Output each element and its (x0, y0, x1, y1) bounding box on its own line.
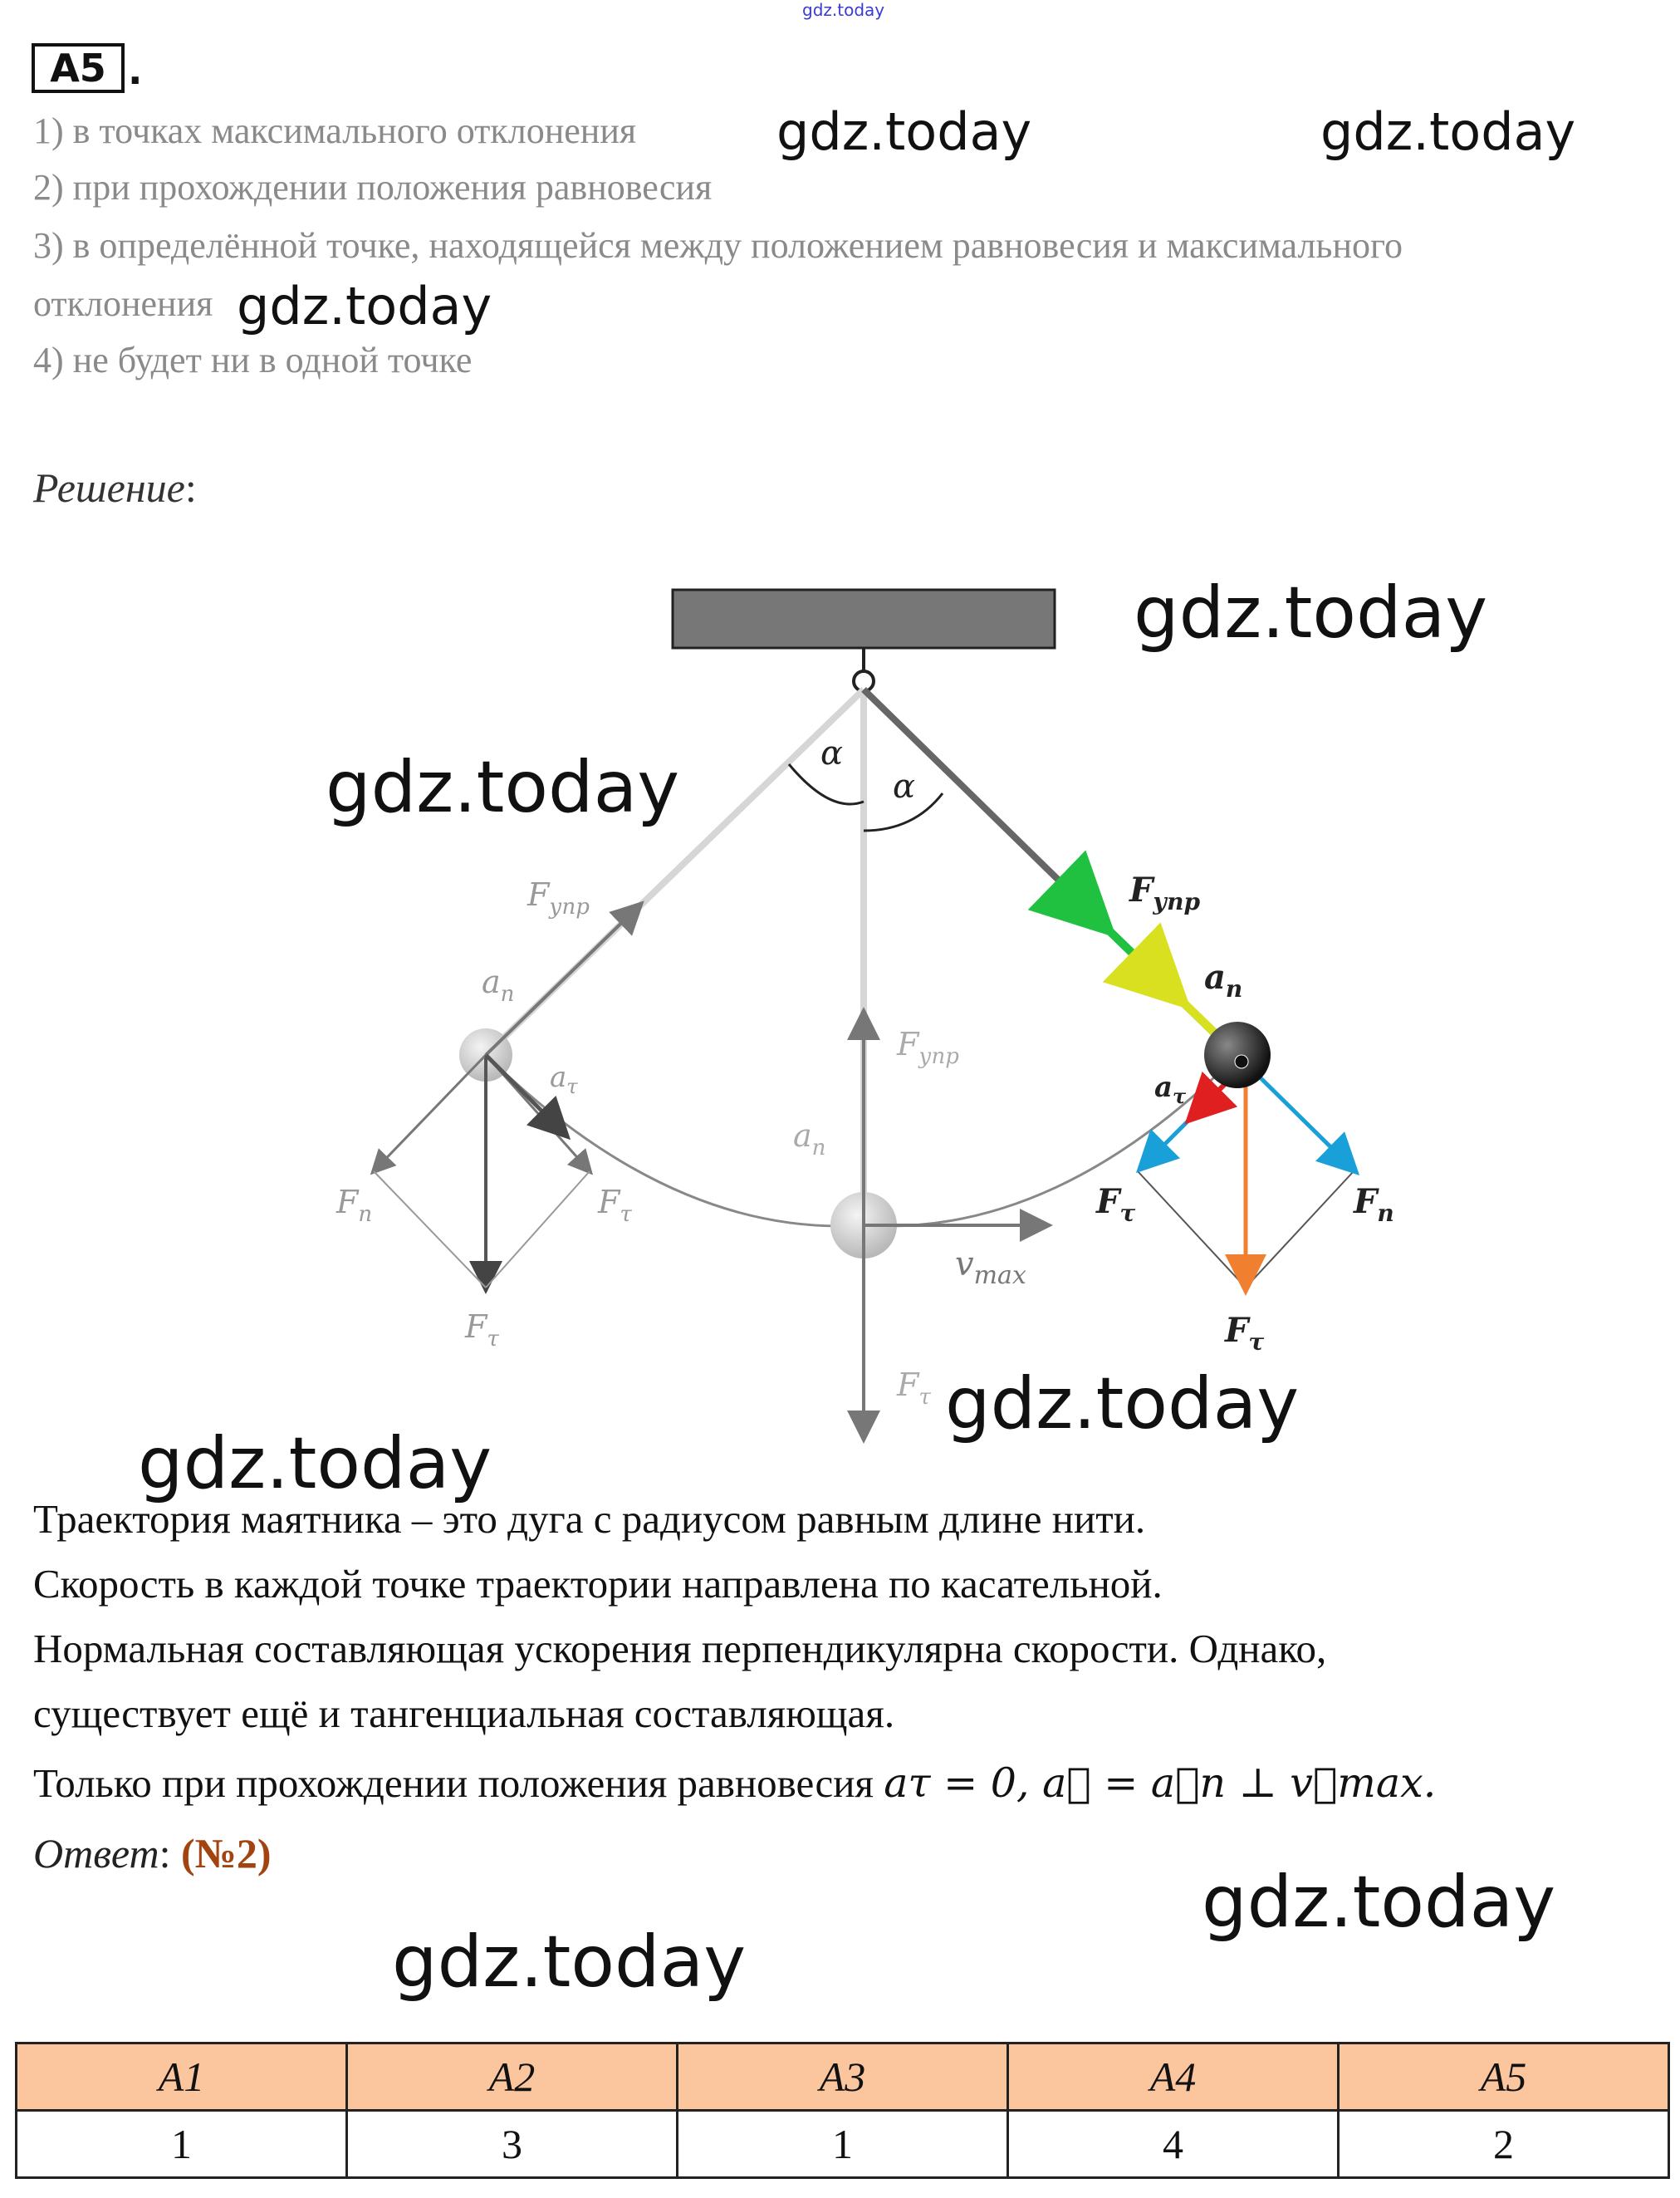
watermark: gdz.today (1320, 101, 1576, 162)
solution-heading: Решение: (33, 464, 197, 511)
watermark: gdz.today (138, 1422, 492, 1505)
watermark: gdz.today (945, 1362, 1300, 1445)
label-a-n-left: $a_n$ (482, 964, 515, 1007)
site-mark: gdz.today (802, 0, 885, 20)
table-row (17, 2111, 1669, 2178)
table-header-cell: A3 (678, 2043, 1008, 2111)
table-header-cell: A4 (1008, 2043, 1339, 2111)
option-3: 3) в определённой точке, находящейся между положением равновесия и максимального (33, 225, 1403, 266)
table-cell: 3 (347, 2111, 678, 2178)
table-header-cell: A2 (347, 2043, 678, 2111)
answers-table (15, 2042, 1670, 2179)
pendulum-diagram (324, 573, 1420, 1454)
pivot (854, 671, 874, 691)
table-header-row (17, 2043, 1669, 2111)
option-1: 1) в точках максимального отклонения (33, 110, 637, 151)
option-3-cont: отклонения (33, 283, 213, 324)
paragraph-1: Траектория маятника – это дуга с радиусом равным длине нити. (33, 1496, 1146, 1542)
label-f-upr-left: $F_{упр}$ (527, 876, 590, 920)
watermark: gdz.today (237, 276, 492, 336)
label-a-n-center: $a_n$ (793, 1117, 826, 1160)
ceiling-bar (673, 590, 1055, 648)
watermark: gdz.today (776, 101, 1032, 162)
label-f-n-left: $F_n$ (336, 1184, 373, 1227)
table-cell: 4 (1008, 2111, 1339, 2178)
table-header-cell: A5 (1339, 2043, 1669, 2111)
ball-right (1204, 1022, 1271, 1088)
alpha-label-left: α (820, 734, 844, 773)
label-f-tau-left: $F_\tau$ (598, 1184, 632, 1227)
paragraph-5: Только при прохождении положения равновесия aτ = 0, a⃗ = a⃗n ⊥ v⃗max. (33, 1759, 1437, 1807)
paragraph-4: существует ещё и тангенциальная составляющая. (33, 1690, 895, 1736)
option-4: 4) не будет ни в одной точке (33, 340, 473, 380)
label-a-n-right: $a_n$ (1204, 958, 1243, 1003)
table-cell: 1 (678, 2111, 1008, 2178)
label-a-tau-left: $a_\tau$ (550, 1061, 578, 1098)
watermark: gdz.today (1202, 1861, 1556, 1944)
watermark: gdz.today (392, 1921, 747, 2004)
watermark: gdz.today (1134, 572, 1488, 655)
label-f-tau-center: $F_\tau$ (897, 1366, 931, 1410)
table-header-cell: A1 (17, 2043, 347, 2111)
table-cell: 1 (17, 2111, 347, 2178)
label-f-tau-left-bottom: $F_\tau$ (465, 1308, 499, 1352)
table-cell: 2 (1339, 2111, 1669, 2178)
paragraph-3: Нормальная составляющая ускорения перпендикулярна скорости. Однако, (33, 1626, 1327, 1671)
label-f-upr-right: $F_{упр}$ (1129, 871, 1201, 915)
paragraph-2: Скорость в каждой точке траектории направлена по касательной. (33, 1561, 1163, 1607)
alpha-label-right: α (893, 768, 916, 806)
label-f-upr-center: $F_{упр}$ (897, 1026, 959, 1069)
answer-value: (№2) (180, 1830, 272, 1877)
task-label: A5 (32, 43, 125, 93)
option-2: 2) при прохождении положения равновесия (33, 167, 713, 208)
task-label-dot: . (128, 48, 143, 93)
label-a-tau-right: $a_\tau$ (1154, 1071, 1187, 1108)
answer: Ответ: (№2) (33, 1830, 272, 1877)
formula: aτ = 0, a⃗ = a⃗n ⊥ v⃗max. (884, 1759, 1437, 1807)
label-f-tau-right: $F_\tau$ (1096, 1182, 1136, 1227)
watermark: gdz.today (326, 746, 680, 829)
label-v-max: $v_{max}$ (955, 1245, 1026, 1290)
label-f-tau-right-bottom: $F_\tau$ (1225, 1311, 1265, 1356)
label-f-n-right: $F_n$ (1354, 1182, 1394, 1227)
